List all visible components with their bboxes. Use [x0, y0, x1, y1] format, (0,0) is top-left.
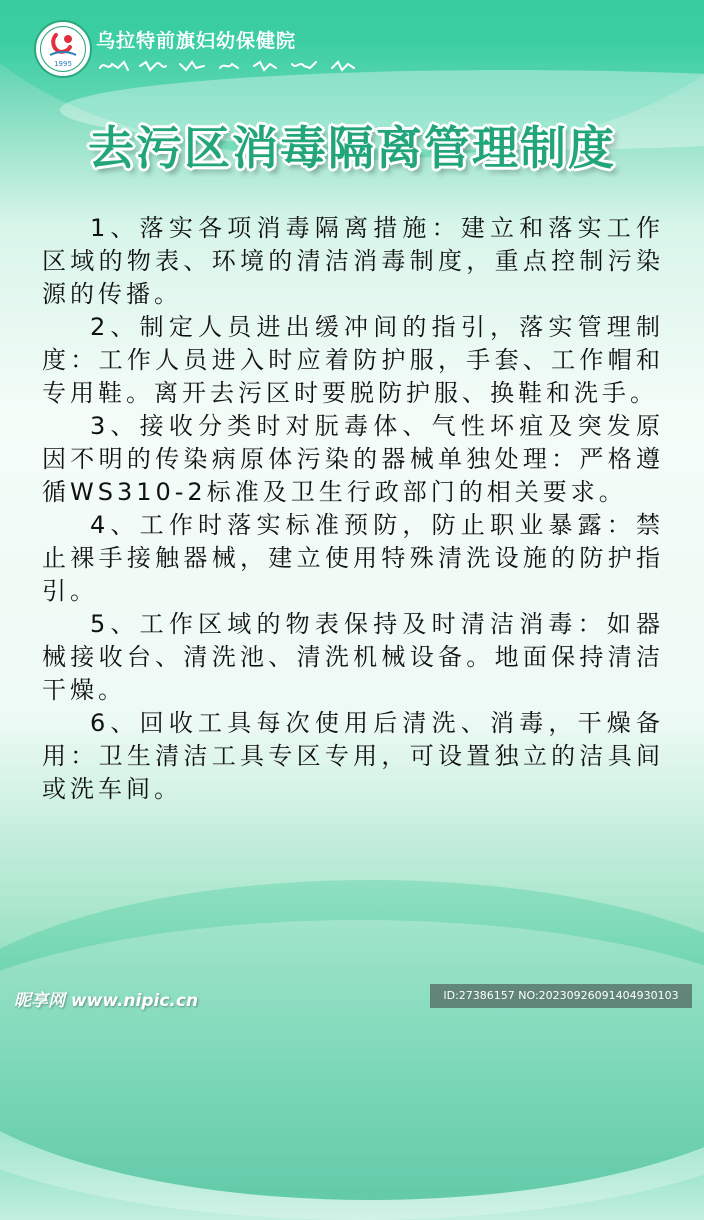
background-highlight-bottom [0, 920, 704, 1220]
regulation-item-5: 5、工作区域的物表保持及时清洁消毒：如器械接收台、清洗池、清洗机械设备。地面保持清洁干燥。 [42, 610, 664, 704]
hospital-logo-icon [34, 20, 92, 78]
regulation-item-4: 4、工作时落实标准预防，防止职业暴露：禁止裸手接触器械，建立使用特殊清洗设施的防护指引。 [42, 511, 664, 605]
logo-year: 1995 [54, 60, 72, 68]
logo-mother-child-icon [48, 31, 78, 59]
organization-name: 乌拉特前旗妇幼保健院 [96, 30, 297, 52]
page-title: 去污区消毒隔离管理制度 [88, 121, 616, 175]
header [34, 20, 364, 86]
regulation-item-3: 3、接收分类时对朊毒体、气性坏疽及突发原因不明的传染病原体污染的器械单独处理：严格遵循WS310-2标准及卫生行政部门的相关要求。 [42, 412, 664, 506]
image-id-bar: ID:27386157 NO:20230926091404930103 [430, 984, 692, 1008]
mongolian-script-icon [96, 56, 358, 76]
regulation-item-1: 1、落实各项消毒隔离措施：建立和落实工作区域的物表、环境的清洁消毒制度，重点控制污染源的传播。 [42, 214, 664, 308]
regulation-content [42, 212, 664, 806]
regulation-item-2: 2、制定人员进出缓冲间的指引，落实管理制度：工作人员进入时应着防护服，手套、工作帽和专用鞋。离开去污区时要脱防护服、换鞋和洗手。 [42, 313, 664, 407]
site-watermark: 昵享网 www.nipic.cn [14, 991, 199, 1011]
regulation-item-6: 6、回收工具每次使用后清洗、消毒，干燥备用：卫生清洁工具专区专用，可设置独立的洁具间或洗车间。 [42, 709, 664, 803]
